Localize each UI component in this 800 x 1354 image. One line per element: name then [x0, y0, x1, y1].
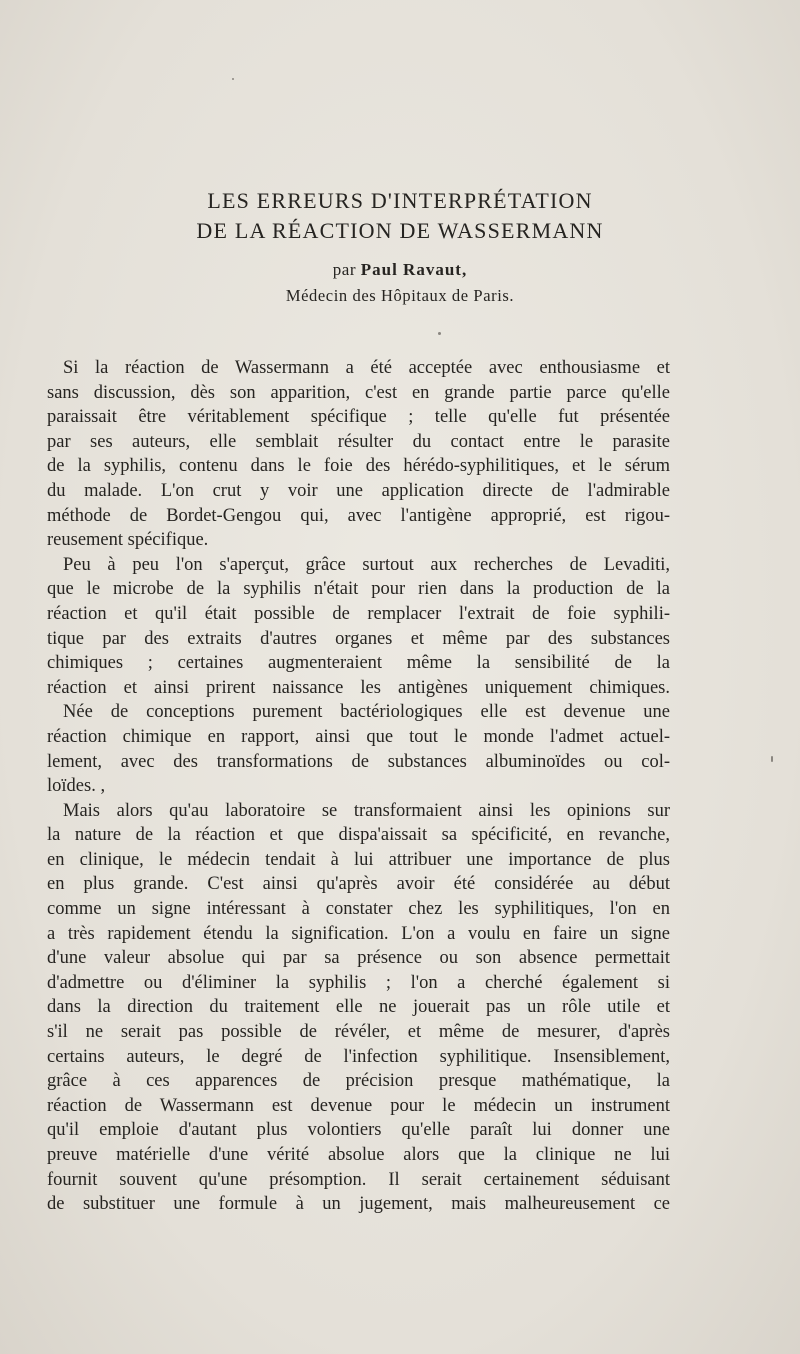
- body-line: en clinique, le médecin tendait à lui attribuer une importance de plus: [47, 849, 670, 870]
- body-line: reusement spécifique.: [47, 530, 209, 551]
- body-line: Si la réaction de Wassermann a été acceptée avec enthousiasme et: [63, 358, 670, 378]
- byline-prefix: par: [332, 260, 356, 279]
- body-line: de la syphilis, contenu dans le foie des hérédo-syphilitiques, et le sérum: [47, 456, 670, 477]
- body-line: loïdes. ,: [47, 776, 106, 797]
- body-line: sans discussion, dès son apparition, c'est en grande partie parce qu'elle: [47, 382, 670, 403]
- body-line: réaction chimique en rapport, ainsi que tout le monde l'admet actuel-: [47, 726, 670, 747]
- body-line: Mais alors qu'au laboratoire se transformaient ainsi les opinions sur: [63, 800, 670, 821]
- article-title-line-2: DE LA RÉACTION DE WASSERMANN: [196, 218, 604, 243]
- body-line: la nature de la réaction et que dispa'aissait sa spécificité, en revanche,: [47, 825, 670, 846]
- body-line: fournit souvent qu'une présomption. Il serait certainement séduisant: [47, 1169, 670, 1190]
- body-line: réaction et ainsi prirent naissance les antigènes uniquement chimiques.: [47, 677, 670, 698]
- body-line: du malade. L'on crut y voir une application directe de l'admirable: [47, 480, 670, 501]
- body-line: d'admettre ou d'éliminer la syphilis ; l'on a cherché également si: [47, 972, 670, 993]
- body-line: paraissait être véritablement spécifique ; telle qu'elle fut présentée: [47, 407, 670, 428]
- body-line: grâce à ces apparences de précision presque mathématique, la: [47, 1071, 670, 1092]
- body-line: qu'il emploie d'autant plus volontiers qu'elle paraît lui donner une: [47, 1120, 670, 1141]
- body-line: s'il ne serait pas possible de révéler, et même de mesurer, d'après: [47, 1022, 670, 1043]
- body-line: par ses auteurs, elle semblait résulter du contact entre le parasite: [47, 431, 670, 452]
- body-line: comme un signe intéressant à constater chez les syphilitiques, l'on en: [47, 899, 670, 920]
- body-line: a très rapidement étendu la signification. L'on a voulu en faire un signe: [47, 923, 670, 944]
- print-speck: [771, 756, 773, 762]
- body-line: d'une valeur absolue qui par sa présence ou son absence permettait: [47, 948, 670, 969]
- body-line: chimiques ; certaines augmenteraient même la sensibilité de la: [47, 653, 670, 674]
- body-line: Née de conceptions purement bactériologiques elle est devenue une: [63, 702, 670, 723]
- body-line: Peu à peu l'on s'aperçut, grâce surtout aux recherches de Levaditi,: [63, 554, 670, 575]
- body-line: en plus grande. C'est ainsi qu'après avoir été considérée au début: [47, 874, 670, 895]
- body-line: preuve matérielle d'une vérité absolue alors que la clinique ne lui: [47, 1145, 670, 1165]
- print-speck: [438, 332, 441, 335]
- article-title-line-1: LES ERREURS D'INTERPRÉTATION: [207, 188, 593, 213]
- body-line: que le microbe de la syphilis n'était pour rien dans la production de la: [47, 579, 670, 600]
- author-affiliation: Médecin des Hôpitaux de Paris.: [285, 286, 515, 305]
- print-speck: [232, 78, 234, 80]
- body-line: méthode de Bordet-Gengou qui, avec l'antigène approprié, est rigou-: [47, 505, 670, 526]
- body-line: certains auteurs, le degré de l'infection syphilitique. Insensiblement,: [47, 1046, 670, 1067]
- body-line: réaction et qu'il était possible de remplacer l'extrait de foie syphili-: [47, 603, 670, 624]
- body-line: réaction de Wassermann est devenue pour le médecin un instrument: [47, 1095, 670, 1116]
- byline: [0, 260, 800, 280]
- body-line: tique par des extraits d'autres organes et même par des substances: [47, 628, 670, 649]
- author-name: Paul Ravaut,: [360, 260, 468, 279]
- body-line: dans la direction du traitement elle ne jouerait pas un rôle utile et: [47, 997, 670, 1018]
- article-body: [47, 356, 670, 1217]
- body-line: de substituer une formule à un jugement, mais malheureusement ce: [47, 1194, 670, 1215]
- body-line: lement, avec des transformations de substances albuminoïdes ou col-: [47, 751, 670, 772]
